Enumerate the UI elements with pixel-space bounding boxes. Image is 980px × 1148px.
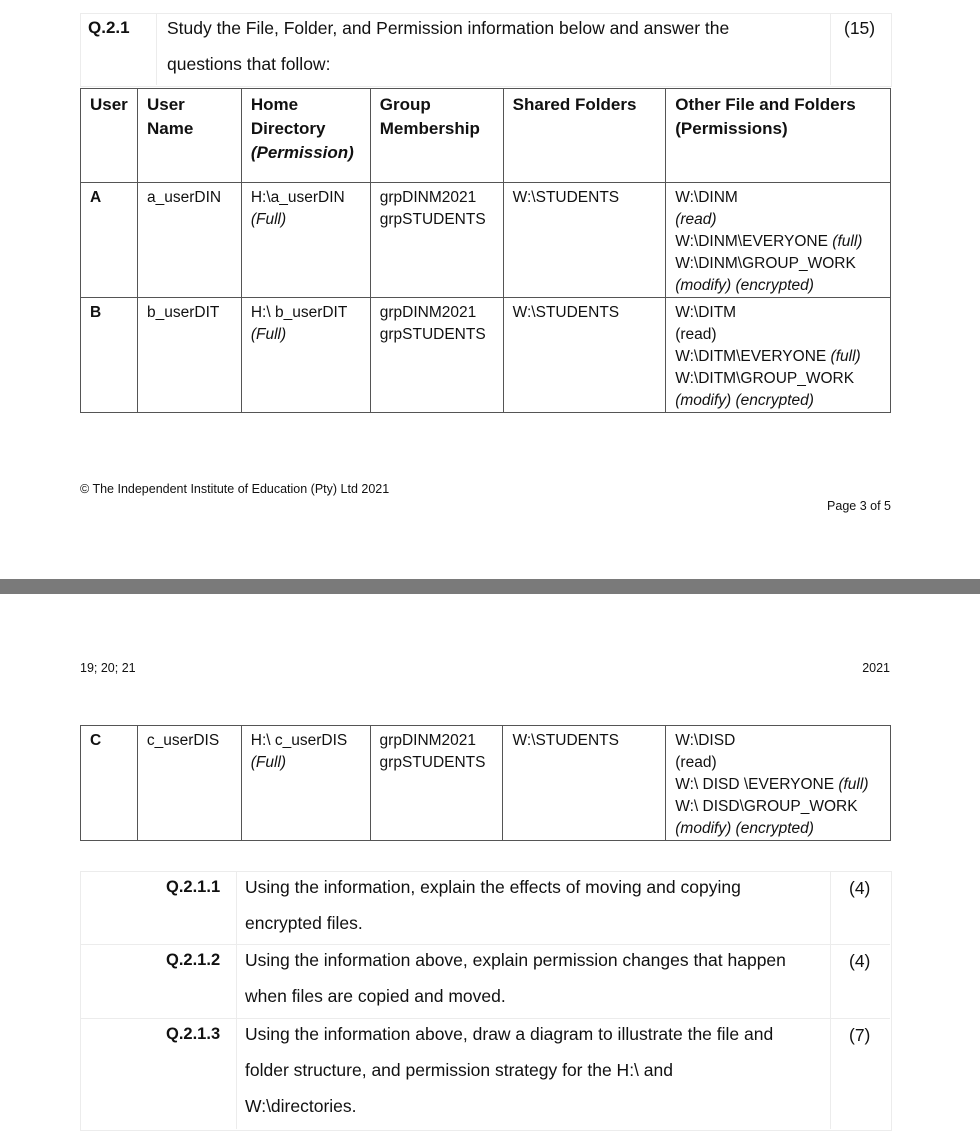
cell-home: H:\a_userDIN (Full) — [241, 183, 370, 298]
question-text: Study the File, Folder, and Permission information below and answer the questions that follow: — [167, 18, 730, 74]
subquestion-text: Using the information, explain the effects of moving and copying encrypted files. — [245, 877, 741, 933]
cell-other: W:\DINM (read) W:\DINM\EVERYONE (full) W:\DINM\GROUP_WORK (modify) (encrypted) — [666, 183, 891, 298]
cell-shared: W:\STUDENTS — [503, 726, 666, 841]
cell-other: W:\DITM (read) W:\DITM\EVERYONE (full) W:\DITM\GROUP_WORK (modify) (encrypted) — [666, 298, 891, 413]
subquestion-marks: (7) — [849, 1025, 871, 1045]
question-marks: (15) — [844, 18, 876, 38]
cell-home: H:\ b_userDIT (Full) — [241, 298, 370, 413]
subquestion-number: Q.2.1.3 — [166, 1025, 221, 1043]
subquestion-text: Using the information above, draw a diagram to illustrate the file and folder structure, and permission strategy for the H:\ and W:\directories. — [245, 1024, 774, 1116]
header-user: User — [81, 89, 138, 183]
table-row — [81, 298, 891, 413]
header-shared-folders: Shared Folders — [503, 89, 666, 183]
subquestion-number: Q.2.1.2 — [166, 951, 221, 969]
cell-other: W:\DISD (read) W:\ DISD \EVERYONE (full) W:\ DISD\GROUP_WORK (modify) (encrypted) — [666, 726, 891, 841]
cell-shared: W:\STUDENTS — [503, 298, 666, 413]
header-group-membership: Group Membership — [370, 89, 503, 183]
table-header-row — [81, 89, 891, 183]
cell-user: A — [81, 183, 138, 298]
subquestion-marks: (4) — [849, 951, 871, 971]
header-username: User Name — [137, 89, 241, 183]
subquestion-number: Q.2.1.1 — [166, 878, 221, 896]
cell-user: C — [81, 726, 138, 841]
page-header-right: 2021 — [862, 661, 890, 675]
cell-user: B — [81, 298, 138, 413]
table-row — [81, 726, 891, 841]
subquestion-text: Using the information above, explain permission changes that happen when files are copied and moved. — [245, 950, 786, 1006]
page-number: Page 3 of 5 — [827, 499, 891, 513]
permission-table-continued — [80, 725, 891, 841]
header-home-directory: Home Directory (Permission) — [241, 89, 370, 183]
page-divider — [0, 579, 980, 594]
cell-groups: grpDINM2021 grpSTUDENTS — [370, 183, 503, 298]
cell-username: b_userDIT — [137, 298, 241, 413]
question-number: Q.2.1 — [88, 18, 130, 37]
cell-groups: grpDINM2021 grpSTUDENTS — [370, 298, 503, 413]
page-header-left: 19; 20; 21 — [80, 661, 136, 675]
permission-table — [80, 88, 891, 413]
cell-shared: W:\STUDENTS — [503, 183, 666, 298]
header-other-files: Other File and Folders (Permissions) — [666, 89, 891, 183]
cell-username: a_userDIN — [137, 183, 241, 298]
cell-username: c_userDIS — [137, 726, 241, 841]
table-row — [81, 183, 891, 298]
subquestion-marks: (4) — [849, 878, 871, 898]
copyright-footer: © The Independent Institute of Education (Pty) Ltd 2021 — [80, 482, 390, 496]
cell-groups: grpDINM2021 grpSTUDENTS — [370, 726, 503, 841]
cell-home: H:\ c_userDIS (Full) — [241, 726, 370, 841]
